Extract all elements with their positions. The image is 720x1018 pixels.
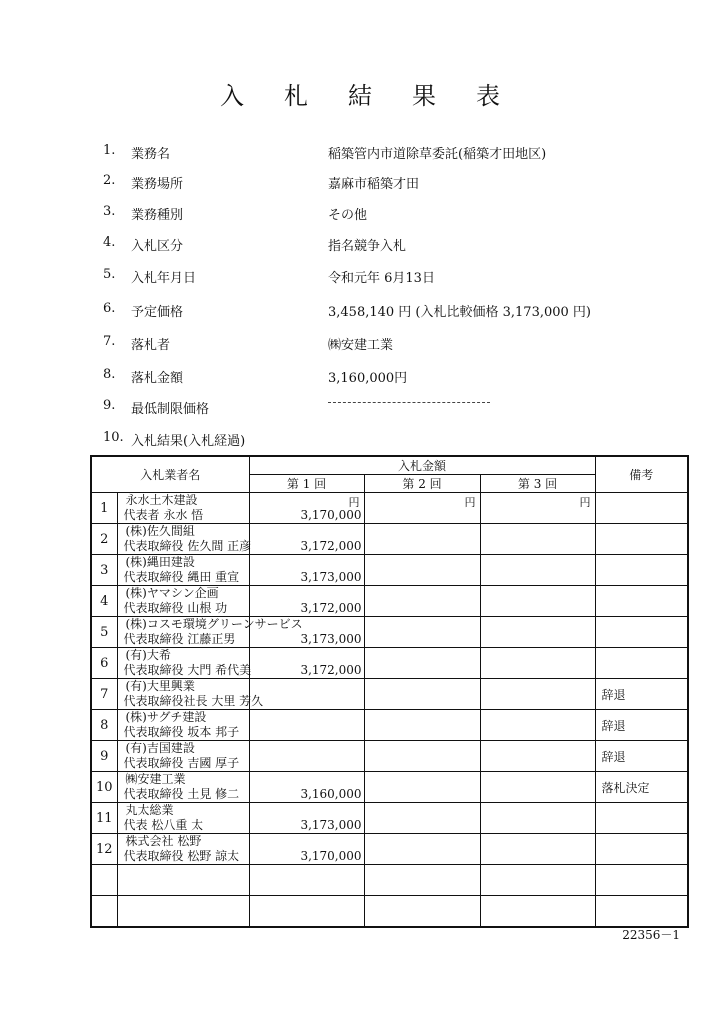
round1-amount [249, 834, 364, 865]
table-row [91, 710, 688, 741]
row-number: 4 [91, 586, 117, 617]
yen-unit: 円 [579, 496, 591, 509]
bidder-name [117, 741, 249, 772]
empty-cell [364, 865, 480, 896]
round3-amount [480, 524, 595, 555]
representative: 代表取締役 松野 諒太 [123, 849, 240, 863]
company-name: (有)吉国建設 [125, 741, 195, 755]
round2-amount [364, 710, 480, 741]
representative: 代表取締役 坂本 邦子 [123, 725, 240, 739]
table-row [91, 834, 688, 865]
info-number: 4. [103, 235, 116, 250]
info-number: 2. [103, 173, 116, 188]
table-row [91, 648, 688, 679]
amount-value: 3,172,000 [300, 663, 362, 677]
row-number: 10 [91, 772, 117, 803]
yen-unit: 円 [348, 496, 360, 509]
info-label: 業務場所 [131, 177, 184, 192]
header-note: 備考 [595, 456, 688, 493]
bidder-name [117, 555, 249, 586]
info-number: 7. [103, 334, 116, 349]
company-name: 丸太総業 [125, 803, 174, 817]
round3-amount [480, 679, 595, 710]
representative: 代表取締役 吉國 厚子 [123, 756, 240, 770]
info-value: その他 [328, 208, 368, 223]
page-footer-code: 22356－1 [622, 928, 680, 942]
round1-amount [249, 710, 364, 741]
round3-amount [480, 710, 595, 741]
note-cell: 辞退 [595, 741, 688, 772]
note-cell [595, 555, 688, 586]
empty-cell [480, 896, 595, 928]
company-name: (株)サグチ建設 [125, 710, 207, 724]
info-number: 10. [103, 430, 124, 445]
note-cell [595, 834, 688, 865]
round2-amount [364, 524, 480, 555]
representative: 代表取締役 土見 修二 [123, 787, 240, 801]
empty-cell [249, 865, 364, 896]
note-cell [595, 524, 688, 555]
note-cell: 落札決定 [595, 772, 688, 803]
info-label: 予定価格 [131, 305, 184, 320]
info-number: 9. [103, 398, 116, 413]
info-value: 3,458,140 円 (入札比較価格 3,173,000 円) [328, 305, 591, 320]
round1-amount [249, 586, 364, 617]
info-number: 1. [103, 143, 116, 158]
info-value: 令和元年 6月13日 [328, 271, 435, 286]
round1-amount [249, 524, 364, 555]
yen-unit: 円 [464, 496, 476, 509]
header-bidder: 入札業者名 [91, 456, 249, 493]
table-row [91, 803, 688, 834]
table-row [91, 679, 688, 710]
amount-value: 3,172,000 [300, 601, 362, 615]
round2-amount [364, 834, 480, 865]
round3-amount [480, 648, 595, 679]
table-row [91, 586, 688, 617]
empty-cell [595, 896, 688, 928]
round3-amount [480, 493, 595, 524]
amount-value: 3,173,000 [300, 632, 362, 646]
empty-cell [117, 896, 249, 928]
empty-cell [91, 896, 117, 928]
note-cell: 辞退 [595, 710, 688, 741]
header-round3: 第 3 回 [480, 475, 595, 493]
representative: 代表取締役 縄田 重宣 [123, 570, 240, 584]
bidder-name [117, 586, 249, 617]
row-number: 7 [91, 679, 117, 710]
empty-row [91, 896, 688, 928]
bidder-name [117, 710, 249, 741]
company-name: 株式会社 松野 [125, 834, 202, 848]
info-label: 最低制限価格 [131, 402, 210, 417]
round2-amount [364, 741, 480, 772]
representative: 代表 松八重 太 [123, 818, 204, 832]
table-row [91, 617, 688, 648]
note-cell [595, 803, 688, 834]
min-price-dashes [328, 402, 490, 403]
empty-row [91, 865, 688, 896]
info-label: 落札者 [131, 338, 171, 353]
row-number: 1 [91, 493, 117, 524]
round3-amount [480, 555, 595, 586]
bidder-name [117, 493, 249, 524]
round1-amount [249, 493, 364, 524]
table-row [91, 741, 688, 772]
amount-value: 3,173,000 [300, 570, 362, 584]
info-label: 入札区分 [131, 239, 184, 254]
empty-cell [364, 896, 480, 928]
row-number: 8 [91, 710, 117, 741]
empty-cell [480, 865, 595, 896]
round2-amount [364, 648, 480, 679]
info-number: 6. [103, 301, 116, 316]
round2-amount [364, 586, 480, 617]
row-number: 5 [91, 617, 117, 648]
info-number: 5. [103, 267, 116, 282]
empty-cell [249, 896, 364, 928]
round3-amount [480, 772, 595, 803]
bidder-name [117, 772, 249, 803]
round1-amount [249, 617, 364, 648]
info-label: 入札結果(入札経過) [131, 434, 246, 449]
company-name: (株)ヤマシン企画 [125, 586, 219, 600]
round2-amount [364, 493, 480, 524]
empty-cell [595, 865, 688, 896]
round1-amount [249, 741, 364, 772]
round3-amount [480, 803, 595, 834]
company-name: (株)縄田建設 [125, 555, 195, 569]
representative: 代表取締役 大門 希代美 [123, 663, 252, 677]
note-cell [595, 617, 688, 648]
row-number: 11 [91, 803, 117, 834]
representative: 代表取締役 山根 功 [123, 601, 228, 615]
bidder-name [117, 524, 252, 555]
info-value: 稲築管内市道除草委託(稲築才田地区) [328, 147, 547, 162]
round1-amount [249, 803, 364, 834]
bidder-name [117, 679, 264, 710]
info-value: 指名競争入札 [328, 239, 407, 254]
row-number: 6 [91, 648, 117, 679]
company-name: (株)コスモ環境グリーンサービス [125, 617, 303, 631]
amount-value: 3,172,000 [300, 539, 362, 553]
note-cell [595, 493, 688, 524]
company-name: (有)大希 [125, 648, 171, 662]
amount-value: 3,173,000 [300, 818, 362, 832]
bid-results-table [90, 455, 689, 928]
row-number: 9 [91, 741, 117, 772]
row-number: 12 [91, 834, 117, 865]
bidder-name [117, 834, 249, 865]
empty-cell [117, 865, 249, 896]
round2-amount [364, 772, 480, 803]
note-cell [595, 648, 688, 679]
company-name: 永水土木建設 [125, 493, 198, 507]
company-name: (有)大里興業 [125, 679, 195, 693]
round2-amount [364, 803, 480, 834]
info-label: 業務名 [131, 147, 171, 162]
round1-amount [249, 772, 364, 803]
info-number: 3. [103, 204, 116, 219]
representative: 代表取締役 佐久間 正彦 [123, 539, 252, 553]
representative: 代表取締役 江藤正男 [123, 632, 236, 646]
info-label: 入札年月日 [131, 271, 197, 286]
company-name: (株)佐久間組 [125, 524, 195, 538]
table-row [91, 772, 688, 803]
note-cell: 辞退 [595, 679, 688, 710]
round1-amount [249, 555, 364, 586]
bidder-name [117, 803, 249, 834]
table-row [91, 524, 688, 555]
bidder-name [117, 617, 303, 648]
round2-amount [364, 679, 480, 710]
empty-cell [91, 865, 117, 896]
info-value: 嘉麻市稲築才田 [328, 177, 420, 192]
round3-amount [480, 834, 595, 865]
representative: 代表者 永水 悟 [123, 508, 204, 522]
representative: 代表取締役社長 大里 芳久 [123, 694, 264, 708]
info-number: 8. [103, 367, 116, 382]
round3-amount [480, 617, 595, 648]
amount-value: 3,170,000 [300, 849, 362, 863]
info-value: 3,160,000円 [328, 371, 408, 386]
round3-amount [480, 741, 595, 772]
page-title: 入札結果表 [220, 82, 540, 110]
round3-amount [480, 586, 595, 617]
table-row [91, 555, 688, 586]
row-number: 3 [91, 555, 117, 586]
amount-value: 3,170,000 [300, 508, 362, 522]
info-label: 落札金額 [131, 371, 184, 386]
header-round2: 第 2 回 [364, 475, 480, 493]
bidder-name [117, 648, 252, 679]
round2-amount [364, 617, 480, 648]
round1-amount [249, 679, 364, 710]
header-round1: 第 1 回 [249, 475, 364, 493]
table-row [91, 493, 688, 524]
info-value: ㈱安建工業 [328, 338, 394, 353]
round1-amount [249, 648, 364, 679]
header-amount: 入札金額 [249, 456, 595, 475]
note-cell [595, 586, 688, 617]
amount-value: 3,160,000 [300, 787, 362, 801]
info-label: 業務種別 [131, 208, 184, 223]
round2-amount [364, 555, 480, 586]
company-name: ㈱安建工業 [125, 772, 186, 786]
row-number: 2 [91, 524, 117, 555]
